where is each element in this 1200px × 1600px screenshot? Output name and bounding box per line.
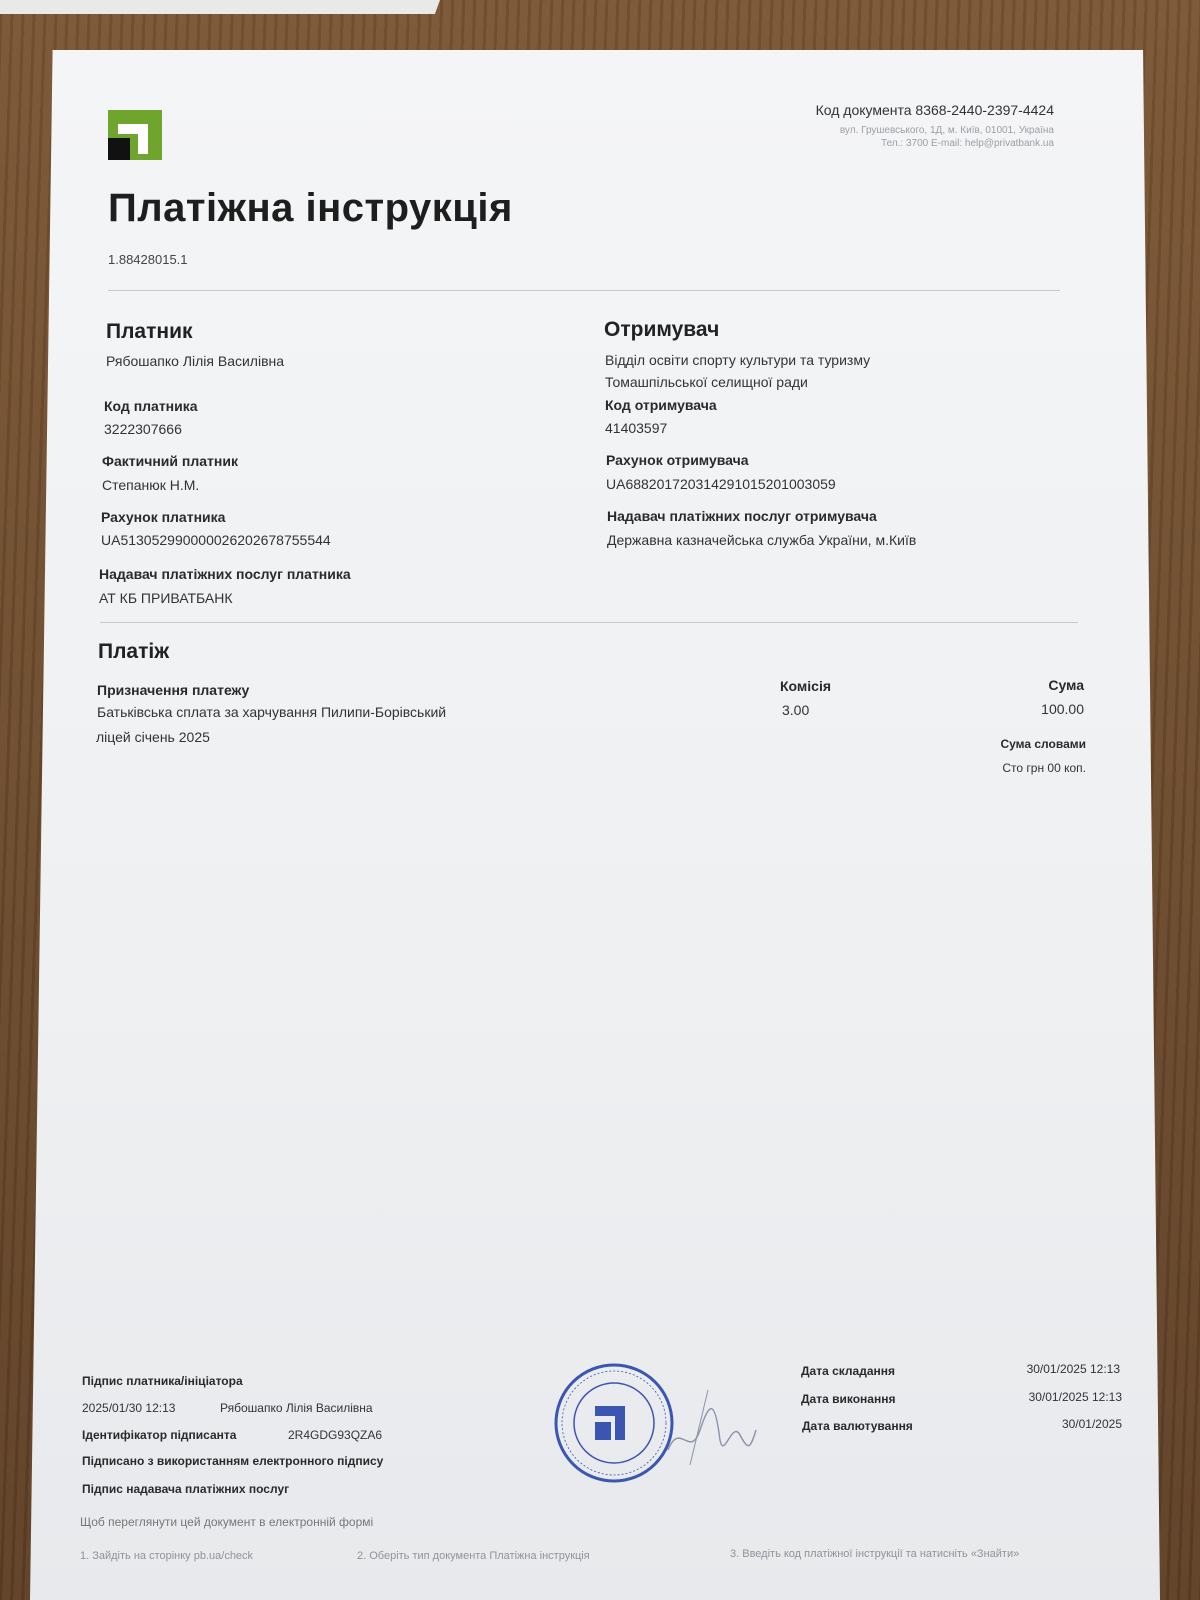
provider-signature-label: Підпис надавача платіжних послуг bbox=[82, 1482, 290, 1496]
payer-signature-name: Рябошапко Лілія Василівна bbox=[220, 1401, 373, 1415]
sum-words-label: Сума словами bbox=[1000, 737, 1086, 751]
bank-address-line: вул. Грушевського, 1Д, м. Київ, 01001, Україна bbox=[839, 125, 1054, 136]
document-code: Код документа 8368-2440-2397-4424 bbox=[815, 102, 1054, 118]
recipient-heading: Отримувач bbox=[604, 318, 720, 341]
date-valued-label: Дата валютування bbox=[802, 1419, 913, 1433]
sum-value: 100.00 bbox=[1041, 701, 1084, 717]
e-signature-note: Підписано з використанням електронного підпису bbox=[82, 1454, 384, 1468]
payment-purpose-label: Призначення платежу bbox=[97, 682, 250, 698]
payer-heading: Платник bbox=[106, 320, 193, 343]
date-valued-value: 30/01/2025 bbox=[1061, 1417, 1122, 1431]
date-created-label: Дата складання bbox=[801, 1364, 896, 1378]
bank-seal-stamp-icon bbox=[553, 1362, 675, 1484]
document-number: 1.88428015.1 bbox=[108, 252, 188, 267]
payer-account-value: UA513052990000026202678755544 bbox=[101, 532, 331, 548]
date-executed-label: Дата виконання bbox=[801, 1392, 896, 1406]
footer-step-2: 2. Оберіть тип документа Платіжна інструкція bbox=[357, 1550, 590, 1562]
payer-signature-datetime: 2025/01/30 12:13 bbox=[82, 1401, 176, 1415]
bank-contacts-line: Тел.: 3700 E-mail: help@privatbank.ua bbox=[881, 138, 1054, 149]
payment-purpose-line2: ліцей січень 2025 bbox=[96, 729, 210, 745]
recipient-provider-label: Надавач платіжних послуг отримувача bbox=[607, 508, 877, 524]
recipient-name-line1: Відділ освіти спорту культури та туризму bbox=[605, 352, 871, 368]
sum-words-value: Сто грн 00 коп. bbox=[1002, 761, 1086, 775]
footer-step-3: 3. Введіть код платіжної інструкції та натисніть «Знайти» bbox=[730, 1548, 1020, 1560]
recipient-account-label: Рахунок отримувача bbox=[606, 452, 749, 468]
sum-label: Сума bbox=[1048, 677, 1084, 693]
date-executed-value: 30/01/2025 12:13 bbox=[1028, 1390, 1122, 1404]
divider bbox=[108, 290, 1060, 291]
payer-name: Рябошапко Лілія Василівна bbox=[106, 353, 285, 369]
payer-provider-label: Надавач платіжних послуг платника bbox=[99, 566, 351, 582]
payment-heading: Платіж bbox=[98, 640, 170, 663]
payer-code-value: 3222307666 bbox=[104, 421, 182, 437]
payer-code-label: Код платника bbox=[104, 398, 198, 414]
recipient-account-value: UA688201720314291015201003059 bbox=[606, 476, 836, 492]
commission-label: Комісія bbox=[780, 678, 832, 694]
recipient-name-line2: Томашпільської селищної ради bbox=[605, 374, 808, 390]
privatbank-logo-icon bbox=[108, 110, 162, 160]
handwritten-signature-icon bbox=[660, 1380, 760, 1470]
background-paper-edge bbox=[0, 0, 440, 14]
payer-account-label: Рахунок платника bbox=[101, 509, 226, 525]
payer-provider-value: АТ КБ ПРИВАТБАНК bbox=[99, 590, 233, 606]
document-title: Платіжна інструкція bbox=[108, 186, 513, 230]
recipient-code-value: 41403597 bbox=[605, 420, 668, 436]
footer-step-1: 1. Зайдіть на сторінку pb.ua/check bbox=[80, 1550, 254, 1562]
recipient-code-label: Код отримувача bbox=[605, 397, 717, 413]
actual-payer-value: Степанюк Н.М. bbox=[102, 477, 200, 493]
signer-id-label: Ідентифікатор підписанта bbox=[82, 1428, 237, 1442]
actual-payer-label: Фактичний платник bbox=[102, 453, 238, 469]
payer-signature-label: Підпис платника/ініціатора bbox=[82, 1374, 243, 1388]
signer-id-value: 2R4GDG93QZA6 bbox=[288, 1428, 383, 1442]
payment-purpose-line1: Батьківська сплата за харчування Пилипи-Борівський bbox=[97, 704, 447, 720]
bank-address bbox=[840, 124, 1054, 150]
date-created-value: 30/01/2025 12:13 bbox=[1026, 1362, 1120, 1376]
commission-value: 3.00 bbox=[782, 702, 810, 718]
footer-view-note: Щоб переглянути цей документ в електронній формі bbox=[80, 1515, 374, 1529]
divider bbox=[100, 622, 1078, 623]
recipient-provider-value: Державна казначейська служба України, м.Київ bbox=[607, 532, 917, 548]
